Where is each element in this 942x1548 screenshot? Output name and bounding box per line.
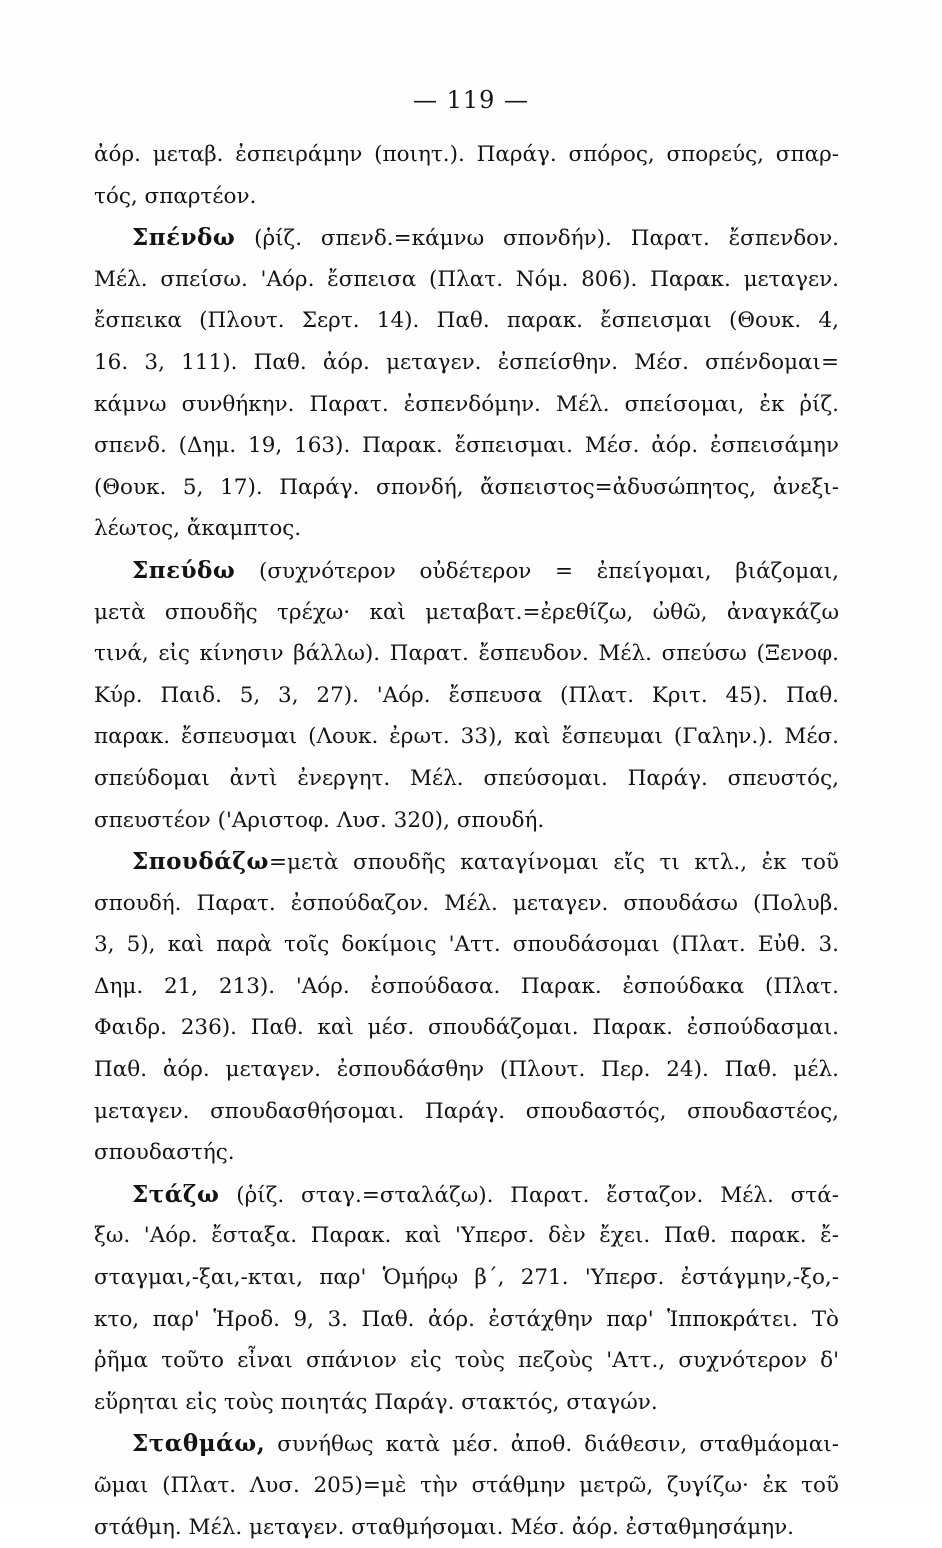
line-text: 16. 3, 111). Παθ. ἀόρ. μεταγεν. ἐσπείσθην. Μέσ. σπένδομαι= (94, 349, 839, 375)
text-line (94, 342, 839, 384)
text-line (94, 467, 839, 509)
entry-head-line (94, 1423, 839, 1465)
line-text: ἀόρ. μεταβ. ἐσπειράμην (ποιητ.). Παράγ. σπόρος, σπορεύς, σπαρ- (94, 142, 839, 167)
line-text: Παθ. ἀόρ. μεταγεν. ἐσπουδάσθην (Πλουτ. Περ. 24). Παθ. μέλ. (94, 1057, 839, 1083)
line-text: μετὰ σπουδῆς τρέχω· καὶ μεταβατ.=ἐρεθίζω, ὠθῶ, ἀναγκάζω (94, 599, 839, 625)
entry-head-line (94, 1174, 839, 1216)
headword: Στάζω (132, 1180, 220, 1208)
entry-head-line (94, 217, 839, 259)
text-line (94, 633, 839, 675)
text-line (94, 675, 839, 717)
text-line (94, 1507, 839, 1548)
text-line (94, 1257, 839, 1299)
line-text: σπενδ. (Δημ. 19, 163). Παρακ. ἔσπεισμαι. Μέσ. ἀόρ. ἐσπεισάμην (94, 433, 839, 459)
text-line (94, 883, 839, 925)
line-text: σπουδαστής. (94, 1140, 235, 1166)
line-text: (ῥίζ. σταγ.=σταλάζω). Παρατ. ἔσταζον. Μέλ. στά- (219, 1182, 839, 1208)
line-text: παρακ. ἔσπευσμαι (Λουκ. ἐρωτ. 33), καὶ ἔσπευμαι (Γαλην.). Μέσ. (94, 724, 839, 750)
line-text: κτο, παρ' Ἡροδ. 9, 3. Παθ. ἀόρ. ἐστάχθην παρ' Ἱπποκράτει. Τὸ (94, 1306, 839, 1332)
line-text: λέωτος, ἄκαμπτος. (94, 516, 302, 542)
line-text: Κύρ. Παιδ. 5, 3, 27). 'Αόρ. ἔσπευσα (Πλατ. Κριτ. 45). Παθ. (94, 682, 839, 708)
text-line (94, 259, 839, 301)
line-text: (συχνότερον οὐδέτερον = ἐπείγομαι, βιάζομαι, (235, 558, 839, 584)
line-text: σπουδή. Παρατ. ἐσπούδαζον. Μέλ. μεταγεν. σπουδάσω (Πολυβ. (94, 890, 839, 916)
line-text: Φαιδρ. 236). Παθ. καὶ μέσ. σπουδάζομαι. Παρακ. ἐσπούδασμαι. (94, 1015, 839, 1041)
headword: Σπένδω (132, 224, 236, 252)
line-text: ῥῆμα τοῦτο εἶναι σπάνιον εἰς τοὺς πεζοὺς 'Αττ., συχνότερον δ' (94, 1348, 839, 1374)
entry-head-line (94, 550, 839, 592)
text-line (94, 800, 839, 842)
text-line (94, 1340, 839, 1382)
headword: Σπουδάζω (132, 848, 269, 876)
text-line (94, 924, 839, 966)
text-line (94, 176, 839, 218)
line-text: ξω. 'Αόρ. ἔσταξα. Παρακ. καὶ 'Υπερσ. δὲν ἔχει. Παθ. παρακ. ἔ- (94, 1223, 839, 1249)
line-text: 3, 5), καὶ παρὰ τοῖς δοκίμοις 'Αττ. σπουδάσομαι (Πλατ. Εὐθ. 3. (94, 932, 839, 958)
text-line (94, 508, 839, 550)
line-text: (Θουκ. 5, 17). Παράγ. σπονδή, ἄσπειστος=ἀδυσώπητος, ἀνεξι- (94, 474, 839, 500)
text-line (94, 1465, 839, 1507)
text-line (94, 1299, 839, 1341)
text-line (94, 592, 839, 634)
text-line (94, 384, 839, 426)
line-text: τινά, εἰς κίνησιν βάλλω). Παρατ. ἔσπευδον. Μέλ. σπεύσω (Ξενοφ. (94, 641, 839, 667)
dictionary-text (94, 134, 839, 1548)
line-text: ἔσπεικα (Πλουτ. Σερτ. 14). Παθ. παρακ. ἔσπεισμαι (Θουκ. 4, (94, 308, 839, 334)
page-number: — 119 — (412, 86, 530, 114)
text-line (94, 1049, 839, 1091)
text-line (94, 1091, 839, 1133)
line-text: στάθμη. Μέλ. μεταγεν. σταθμήσομαι. Μέσ. ἀόρ. ἐσταθμησάμην. (94, 1514, 794, 1540)
line-text: σταγμαι,-ξαι,-κται, παρ' Ὁμήρῳ β΄, 271. 'Υπερσ. ἐστάγμην,-ξο,- (94, 1265, 839, 1291)
text-line (94, 425, 839, 467)
line-text: =μετὰ σπουδῆς καταγίνομαι εἴς τι κτλ., ἐκ τοῦ (268, 850, 839, 876)
text-line (94, 1007, 839, 1049)
line-text: ῶμαι (Πλατ. Λυσ. 205)=μὲ τὴν στάθμην μετρῶ, ζυγίζω· ἐκ τοῦ (94, 1473, 839, 1498)
text-line (94, 1215, 839, 1257)
line-text: Δημ. 21, 213). 'Αόρ. ἐσπούδασα. Παρακ. ἐσπούδακα (Πλατ. (94, 973, 839, 999)
text-line (94, 758, 839, 800)
line-text: (ῥίζ. σπενδ.=κάμνω σπονδήν). Παρατ. ἔσπενδον. (235, 226, 839, 252)
text-line (94, 1132, 839, 1174)
text-line (94, 716, 839, 758)
text-line (94, 1382, 839, 1424)
headword: Σπεύδω (132, 556, 236, 584)
text-line (94, 134, 839, 176)
line-text: τός, σπαρτέον. (94, 183, 257, 209)
text-line (94, 300, 839, 342)
line-text: συνήθως κατὰ μέσ. ἀποθ. διάθεσιν, σταθμάομαι- (265, 1432, 839, 1458)
line-text: σπεύδομαι ἀντὶ ἐνεργητ. Μέλ. σπεύσομαι. Παράγ. σπευστός, (94, 765, 839, 791)
line-text: μεταγεν. σπουδασθήσομαι. Παράγ. σπουδαστός, σπουδαστέος, (94, 1098, 839, 1124)
text-line (94, 966, 839, 1008)
entry-head-line (94, 841, 839, 883)
line-text: Μέλ. σπείσω. 'Αόρ. ἔσπεισα (Πλατ. Νόμ. 806). Παρακ. μεταγεν. (94, 266, 839, 292)
line-text: εὕρηται εἰς τοὺς ποιητάς Παράγ. στακτός, σταγών. (94, 1389, 658, 1415)
line-text: κάμνω συνθήκην. Παρατ. ἐσπενδόμην. Μέλ. σπείσομαι, ἐκ ῥίζ. (94, 391, 839, 417)
line-text: σπευστέον ('Αριστοφ. Λυσ. 320), σπουδή. (94, 807, 545, 833)
headword: Σταθμάω, (132, 1430, 266, 1458)
